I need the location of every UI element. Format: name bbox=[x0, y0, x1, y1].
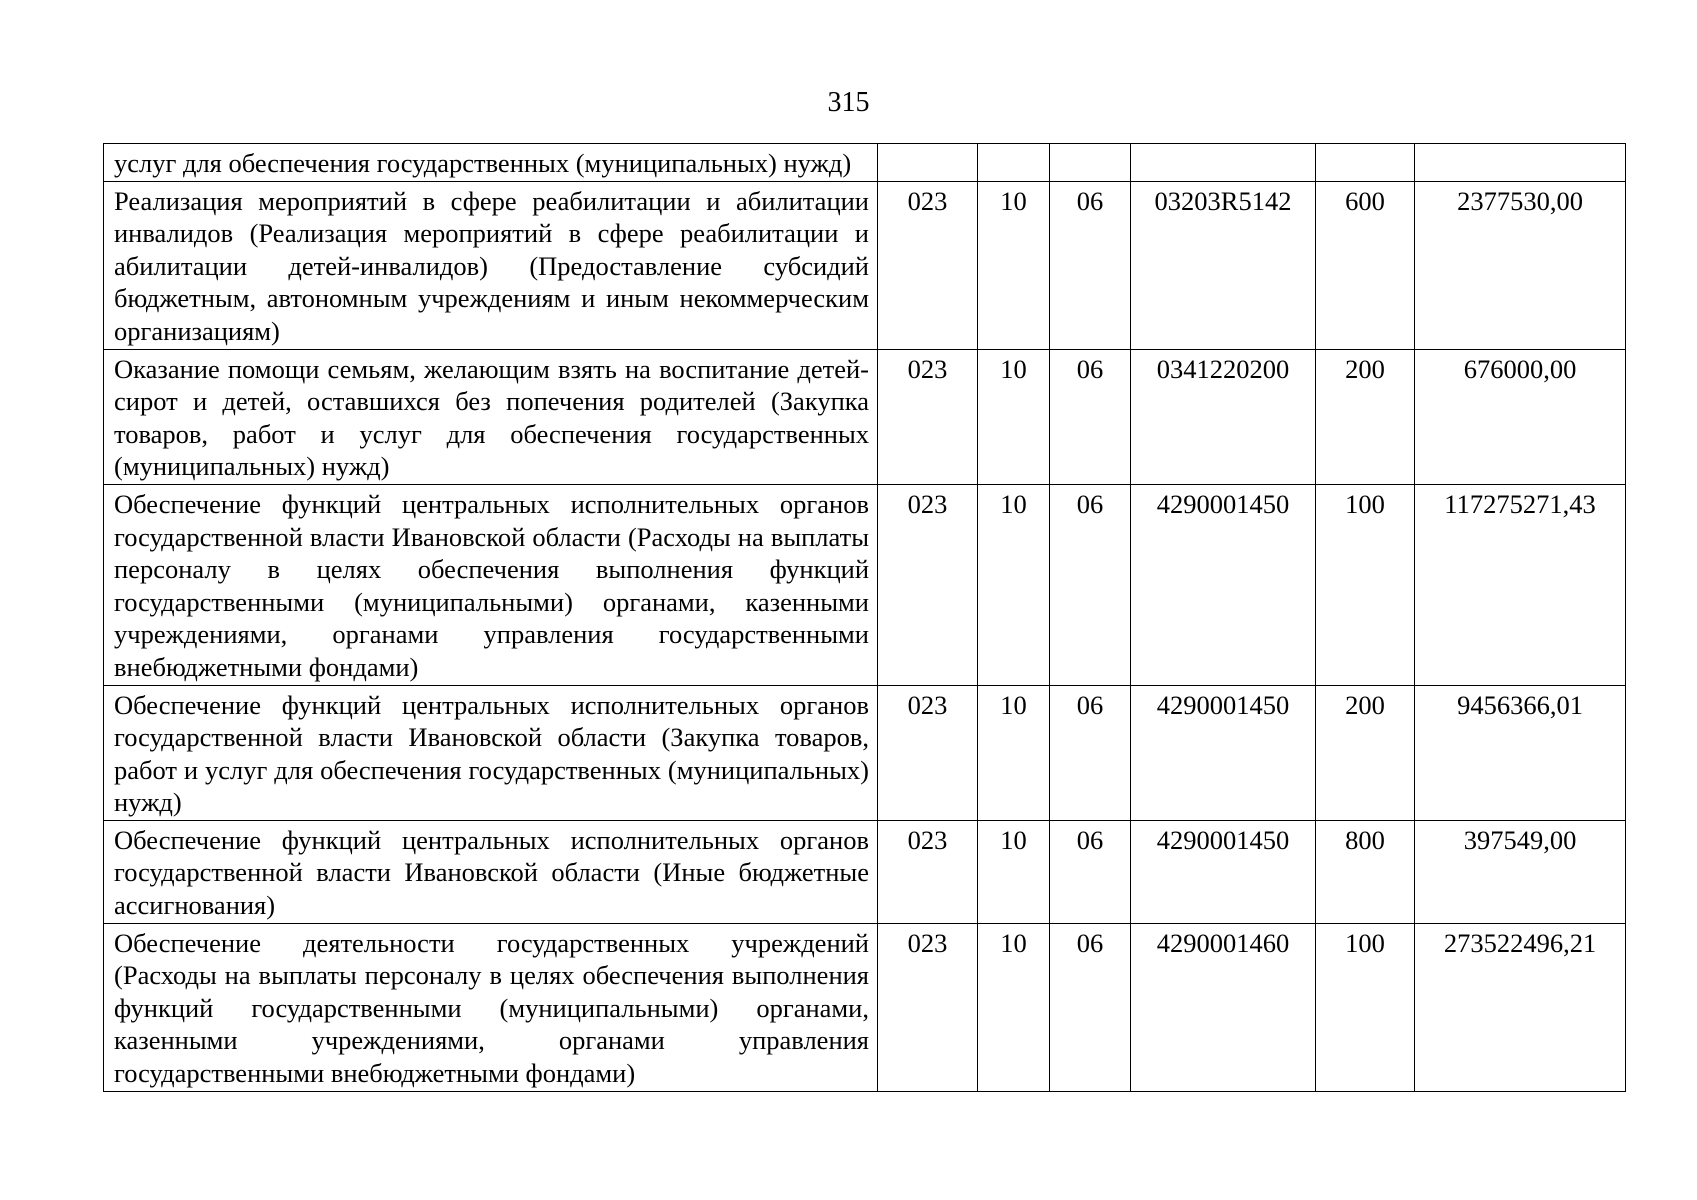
page-number: 315 bbox=[827, 87, 870, 118]
section-code: 10 bbox=[978, 349, 1050, 484]
section-code bbox=[978, 144, 1050, 182]
grbs-code: 023 bbox=[878, 923, 978, 1091]
target-article-code: 4290001460 bbox=[1131, 923, 1316, 1091]
amount: 2377530,00 bbox=[1415, 181, 1626, 349]
section-code: 10 bbox=[978, 923, 1050, 1091]
subsection-code: 06 bbox=[1050, 484, 1131, 685]
table-row bbox=[104, 820, 1626, 923]
row-description: Обеспечение функций центральных исполнительных органов государственной власти Ивановской области (Расходы на выплаты персоналу в целях обеспечения выполнения функций государственными (муниципальными) органами, казенными учреждениями, органами управления государственными внебюджетными фондами) bbox=[104, 484, 878, 685]
row-description: услуг для обеспечения государственных (муниципальных) нужд) bbox=[104, 144, 878, 182]
subsection-code bbox=[1050, 144, 1131, 182]
target-article-code: 4290001450 bbox=[1131, 484, 1316, 685]
row-description: Обеспечение функций центральных исполнительных органов государственной власти Ивановской области (Закупка товаров, работ и услуг для обеспечения государственных (муниципальных) нужд) bbox=[104, 685, 878, 820]
subsection-code: 06 bbox=[1050, 820, 1131, 923]
target-article-code: 03203R5142 bbox=[1131, 181, 1316, 349]
subsection-code: 06 bbox=[1050, 923, 1131, 1091]
grbs-code: 023 bbox=[878, 820, 978, 923]
grbs-code bbox=[878, 144, 978, 182]
expense-type-code: 100 bbox=[1316, 484, 1415, 685]
section-code: 10 bbox=[978, 484, 1050, 685]
section-code: 10 bbox=[978, 685, 1050, 820]
target-article-code: 4290001450 bbox=[1131, 685, 1316, 820]
expense-type-code: 200 bbox=[1316, 685, 1415, 820]
section-code: 10 bbox=[978, 820, 1050, 923]
amount: 397549,00 bbox=[1415, 820, 1626, 923]
subsection-code: 06 bbox=[1050, 181, 1131, 349]
grbs-code: 023 bbox=[878, 349, 978, 484]
subsection-code: 06 bbox=[1050, 349, 1131, 484]
table-row bbox=[104, 181, 1626, 349]
amount: 676000,00 bbox=[1415, 349, 1626, 484]
expense-type-code: 600 bbox=[1316, 181, 1415, 349]
grbs-code: 023 bbox=[878, 685, 978, 820]
expense-type-code: 200 bbox=[1316, 349, 1415, 484]
amount: 117275271,43 bbox=[1415, 484, 1626, 685]
table-row bbox=[104, 923, 1626, 1091]
grbs-code: 023 bbox=[878, 181, 978, 349]
expense-type-code: 800 bbox=[1316, 820, 1415, 923]
expense-type-code bbox=[1316, 144, 1415, 182]
target-article-code bbox=[1131, 144, 1316, 182]
table-row bbox=[104, 349, 1626, 484]
table-row bbox=[104, 685, 1626, 820]
row-description: Обеспечение деятельности государственных учреждений (Расходы на выплаты персоналу в целях обеспечения выполнения функций государственными (муниципальными) органами, казенными учреждениями, органами управления государственными внебюджетными фондами) bbox=[104, 923, 878, 1091]
expense-type-code: 100 bbox=[1316, 923, 1415, 1091]
target-article-code: 4290001450 bbox=[1131, 820, 1316, 923]
row-description: Обеспечение функций центральных исполнительных органов государственной власти Ивановской области (Иные бюджетные ассигнования) bbox=[104, 820, 878, 923]
table-row bbox=[104, 144, 1626, 182]
grbs-code: 023 bbox=[878, 484, 978, 685]
budget-table bbox=[103, 143, 1626, 1092]
section-code: 10 bbox=[978, 181, 1050, 349]
table-row bbox=[104, 484, 1626, 685]
amount bbox=[1415, 144, 1626, 182]
amount: 273522496,21 bbox=[1415, 923, 1626, 1091]
row-description: Реализация мероприятий в сфере реабилитации и абилитации инвалидов (Реализация мероприятий в сфере реабилитации и абилитации детей-инвалидов) (Предоставление субсидий бюджетным, автономным учреждениям и иным некоммерческим организациям) bbox=[104, 181, 878, 349]
subsection-code: 06 bbox=[1050, 685, 1131, 820]
row-description: Оказание помощи семьям, желающим взять на воспитание детей-сирот и детей, оставшихся без попечения родителей (Закупка товаров, работ и услуг для обеспечения государственных (муниципальных) нужд) bbox=[104, 349, 878, 484]
target-article-code: 0341220200 bbox=[1131, 349, 1316, 484]
amount: 9456366,01 bbox=[1415, 685, 1626, 820]
